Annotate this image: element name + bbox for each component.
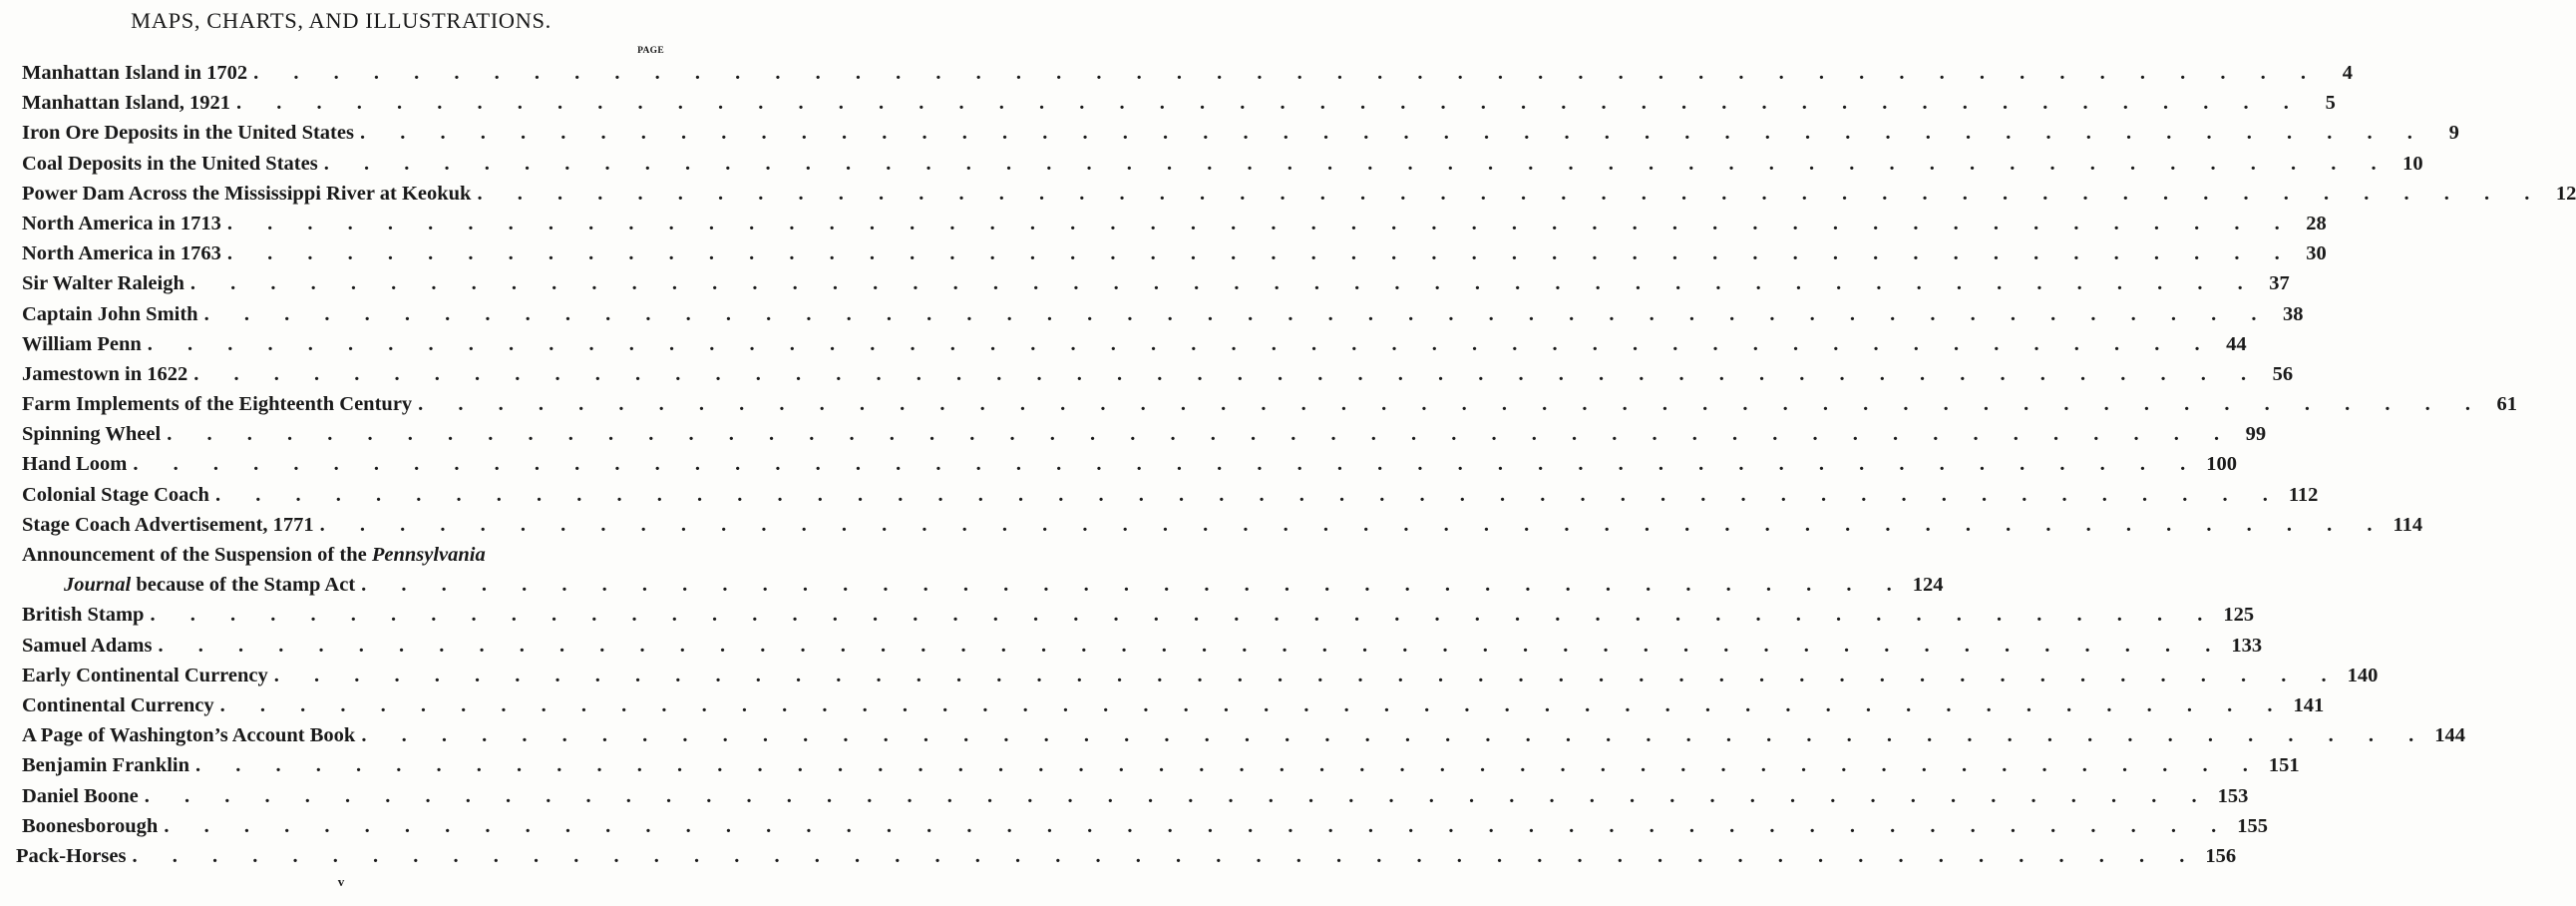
dot-leader: . . . . . . . . . . . . . . . . . . . . . . . . . . . . . . . . . . . . . . . . . . . . . . . . . . . .: [359, 122, 2427, 145]
toc-entry-label: Jamestown in 1622: [22, 362, 188, 385]
toc-entry-label: British Stamp: [22, 604, 145, 627]
page-title: MAPS, CHARTS, AND ILLUSTRATIONS.: [131, 8, 552, 33]
toc-entry[interactable]: [22, 209, 2327, 238]
toc-entry-label: Announcement of the Suspension of the Pennsylvania: [22, 544, 486, 566]
toc-entry-label: North America in 1763: [22, 242, 221, 265]
toc-entry[interactable]: [22, 690, 2325, 720]
dot-leader: . . . . . . . . . . . . . . . . . . . . . . . . . . . . . . . . . . . . . . . . . . . . . . . . . . . .: [253, 62, 2322, 84]
toc-entry-label: Manhattan Island, 1921: [22, 92, 231, 115]
toc-entry-label: Samuel Adams: [22, 634, 153, 657]
toc-entry-label: Hand Loom: [22, 453, 128, 476]
toc-entry-label: Sir Walter Raleigh: [22, 272, 184, 295]
dot-leader: . . . . . . . . . . . . . . . . . . . . . . . . . . . . . . . . . . . . . . . . . . . . . . . . . . . .: [361, 724, 2429, 747]
toc-entry-page: 4: [2342, 62, 2354, 84]
toc-entry-page: 140: [2347, 664, 2379, 686]
toc-entry[interactable]: [22, 268, 2290, 298]
dot-leader: . . . . . . . . . . . . . . . . . . . . . . . . . . . . . . . . . . . . . . . . . . . . . . . . . . . .: [323, 152, 2392, 175]
toc-entry[interactable]: [22, 419, 2267, 449]
dot-leader: . . . . . . . . . . . . . . . . . . . . . . . . . . . . . . . . . . . . . . . . . . . . . . . . . . . .: [219, 693, 2288, 716]
toc-entry-label: Farm Implements of the Eighteenth Century: [22, 393, 413, 416]
toc-entry-label: A Page of Washington’s Account Book: [22, 724, 356, 747]
dot-leader: . . . . . . . . . . . . . . . . . . . . . . . . . . . . . . . . . . . . . . . . . . . . . . . . . . . .: [158, 634, 2226, 657]
toc-entry-label: Manhattan Island in 1702: [22, 62, 248, 84]
toc-entry-page: 9: [2448, 122, 2459, 145]
dot-leader: . . . . . . . . . . . . . . . . . . . . . . . . . . . . . . . . . . . . . . .: [361, 574, 1907, 597]
dot-leader: . . . . . . . . . . . . . . . . . . . . . . . . . . . . . . . . . . . . . . . . . . . . . . . . . . . .: [144, 784, 2212, 807]
toc-entry[interactable]: [22, 811, 2268, 841]
dot-leader: . . . . . . . . . . . . . . . . . . . . . . . . . . . . . . . . . . . . . . . . . . . . . . . . . . . .: [418, 393, 2486, 416]
dot-leader: . . . . . . . . . . . . . . . . . . . . . . . . . . . . . . . . . . . . . . . . . . . . . . . . . . . .: [319, 513, 2388, 536]
toc-entry-page: 155: [2237, 814, 2268, 837]
toc-entry-page: 114: [2392, 513, 2423, 536]
dot-leader: . . . . . . . . . . . . . . . . . . . . . . . . . . . . . . . . . . . . . . . . . . . . . . . . . . . .: [203, 302, 2272, 325]
toc-entry-page: 30: [2306, 242, 2327, 265]
toc-entry-page: 10: [2402, 152, 2423, 175]
dot-leader: . . . . . . . . . . . . . . . . . . . . . . . . . . . . . . . . . . . . . . . . . . . . . . . . . . . .: [273, 664, 2342, 686]
toc-entry[interactable]: [22, 510, 2423, 540]
toc-entry-page: 153: [2217, 784, 2249, 807]
toc-entry-page: 124: [1912, 574, 1944, 597]
toc-entry-page: 28: [2306, 212, 2327, 234]
toc-entry-page: 99: [2245, 423, 2267, 446]
dot-leader: . . . . . . . . . . . . . . . . . . . . . . . . . . . . . . . . . . . . . . . . . . . . . . . . . . . .: [132, 844, 2200, 867]
toc-entry[interactable]: [22, 600, 2255, 630]
toc-entry[interactable]: [22, 149, 2423, 179]
toc-entry-page: 38: [2282, 302, 2304, 325]
toc-entry[interactable]: [22, 781, 2249, 811]
toc-entry-label: Benjamin Franklin: [22, 754, 190, 777]
toc-entry[interactable]: [22, 449, 2237, 479]
toc-list: [16, 58, 2576, 871]
toc-entry[interactable]: [16, 841, 2237, 871]
dot-leader: . . . . . . . . . . . . . . . . . . . . . . . . . . . . . . . . . . . . . . . . . . . . . . . . . . . .: [189, 272, 2258, 295]
toc-entry-label: Spinning Wheel: [22, 423, 162, 446]
toc-entry-page: 12: [2555, 182, 2576, 205]
toc-entry[interactable]: [22, 88, 2336, 118]
toc-entry-label: Colonial Stage Coach: [22, 483, 209, 506]
toc-entry-label: Captain John Smith: [22, 302, 198, 325]
page-folio: v: [337, 874, 345, 889]
toc-entry-label: Stage Coach Advertisement, 1771: [22, 513, 314, 536]
toc-entry-page: 44: [2226, 332, 2247, 355]
toc-entry[interactable]: [22, 720, 2465, 750]
toc-entry-page: 125: [2223, 604, 2255, 627]
toc-entry[interactable]: [22, 631, 2263, 661]
toc-entry[interactable]: [22, 480, 2319, 510]
dot-leader: . . . . . . . . . . . . . . . . . . . . . . . . . . . . . . . . . . . . . . . . . . . . . . . . . . . .: [226, 242, 2295, 265]
toc-entry-page: 151: [2268, 754, 2300, 777]
toc-entry-page: 144: [2434, 724, 2465, 747]
dot-leader: . . . . . . . . . . . . . . . . . . . . . . . . . . . . . . . . . . . . . . . . . . . . . . . . . . . .: [164, 814, 2232, 837]
toc-entry-page: 100: [2206, 453, 2237, 476]
page-column-label: PAGE: [637, 46, 664, 56]
toc-entry-label: Power Dam Across the Mississippi River at Keokuk: [22, 182, 472, 205]
toc-entry-label: William Penn: [22, 332, 142, 355]
toc-entry[interactable]: [22, 661, 2379, 690]
toc-entry-label: North America in 1713: [22, 212, 221, 234]
toc-entry-label: Boonesborough: [22, 814, 159, 837]
toc-entry[interactable]: [22, 238, 2327, 268]
dot-leader: . . . . . . . . . . . . . . . . . . . . . . . . . . . . . . . . . . . . . . . . . . . . . . . . . . . .: [226, 212, 2295, 234]
toc-entry[interactable]: [22, 58, 2354, 88]
toc-entry-page: 112: [2288, 483, 2319, 506]
dot-leader: . . . . . . . . . . . . . . . . . . . . . . . . . . . . . . . . . . . . . . . . . . . . . . . . . . . .: [193, 362, 2262, 385]
toc-entry-label: Journal because of the Stamp Act: [64, 574, 356, 597]
dot-leader: . . . . . . . . . . . . . . . . . . . . . . . . . . . . . . . . . . . . . . . . . . . . . . . . . . . .: [236, 92, 2304, 115]
toc-entry-label: Continental Currency: [22, 693, 214, 716]
toc-entry-page: 133: [2231, 634, 2263, 657]
toc-entry-label: Pack-Horses: [16, 844, 127, 867]
toc-entry[interactable]: [22, 179, 2576, 209]
toc-entry-page: 141: [2293, 693, 2325, 716]
toc-entry[interactable]: [22, 299, 2304, 329]
toc-entry-label: Iron Ore Deposits in the United States: [22, 122, 354, 145]
dot-leader: . . . . . . . . . . . . . . . . . . . . . . . . . . . . . . . . . . . . . . . . . . . . . . . . . . . .: [150, 604, 2218, 627]
dot-leader: . . . . . . . . . . . . . . . . . . . . . . . . . . . . . . . . . . . . . . . . . . . . . . . . . . . .: [167, 423, 2235, 446]
dot-leader: . . . . . . . . . . . . . . . . . . . . . . . . . . . . . . . . . . . . . . . . . . . . . . . . . . . .: [195, 754, 2263, 777]
toc-entry[interactable]: [22, 359, 2294, 389]
toc-entry-page: 56: [2272, 362, 2294, 385]
toc-entry-page: 37: [2269, 272, 2290, 295]
toc-entry[interactable]: [22, 329, 2247, 359]
dot-leader: . . . . . . . . . . . . . . . . . . . . . . . . . . . . . . . . . . . . . . . . . . . . . . . . . . . .: [133, 453, 2201, 476]
toc-entry-label: Early Continental Currency: [22, 664, 268, 686]
toc-entry-label: Coal Deposits in the United States: [22, 152, 318, 175]
toc-entry[interactable]: [22, 389, 2518, 419]
toc-entry[interactable]: [22, 118, 2459, 148]
toc-entry-page: 61: [2496, 393, 2518, 416]
toc-entry-label: Daniel Boone: [22, 784, 139, 807]
toc-entry-line2[interactable]: [22, 570, 1944, 600]
toc-entry-line1[interactable]: [22, 540, 664, 570]
dot-leader: . . . . . . . . . . . . . . . . . . . . . . . . . . . . . . . . . . . . . . . . . . . . . . . . . . . .: [214, 483, 2283, 506]
toc-entry[interactable]: [22, 750, 2300, 780]
toc-entry-page: 156: [2205, 844, 2237, 867]
dot-leader: . . . . . . . . . . . . . . . . . . . . . . . . . . . . . . . . . . . . . . . . . . . . . . . . . . . .: [477, 182, 2545, 205]
dot-leader: . . . . . . . . . . . . . . . . . . . . . . . . . . . . . . . . . . . . . . . . . . . . . . . . . . . .: [147, 332, 2215, 355]
toc-entry-page: 5: [2325, 92, 2336, 115]
